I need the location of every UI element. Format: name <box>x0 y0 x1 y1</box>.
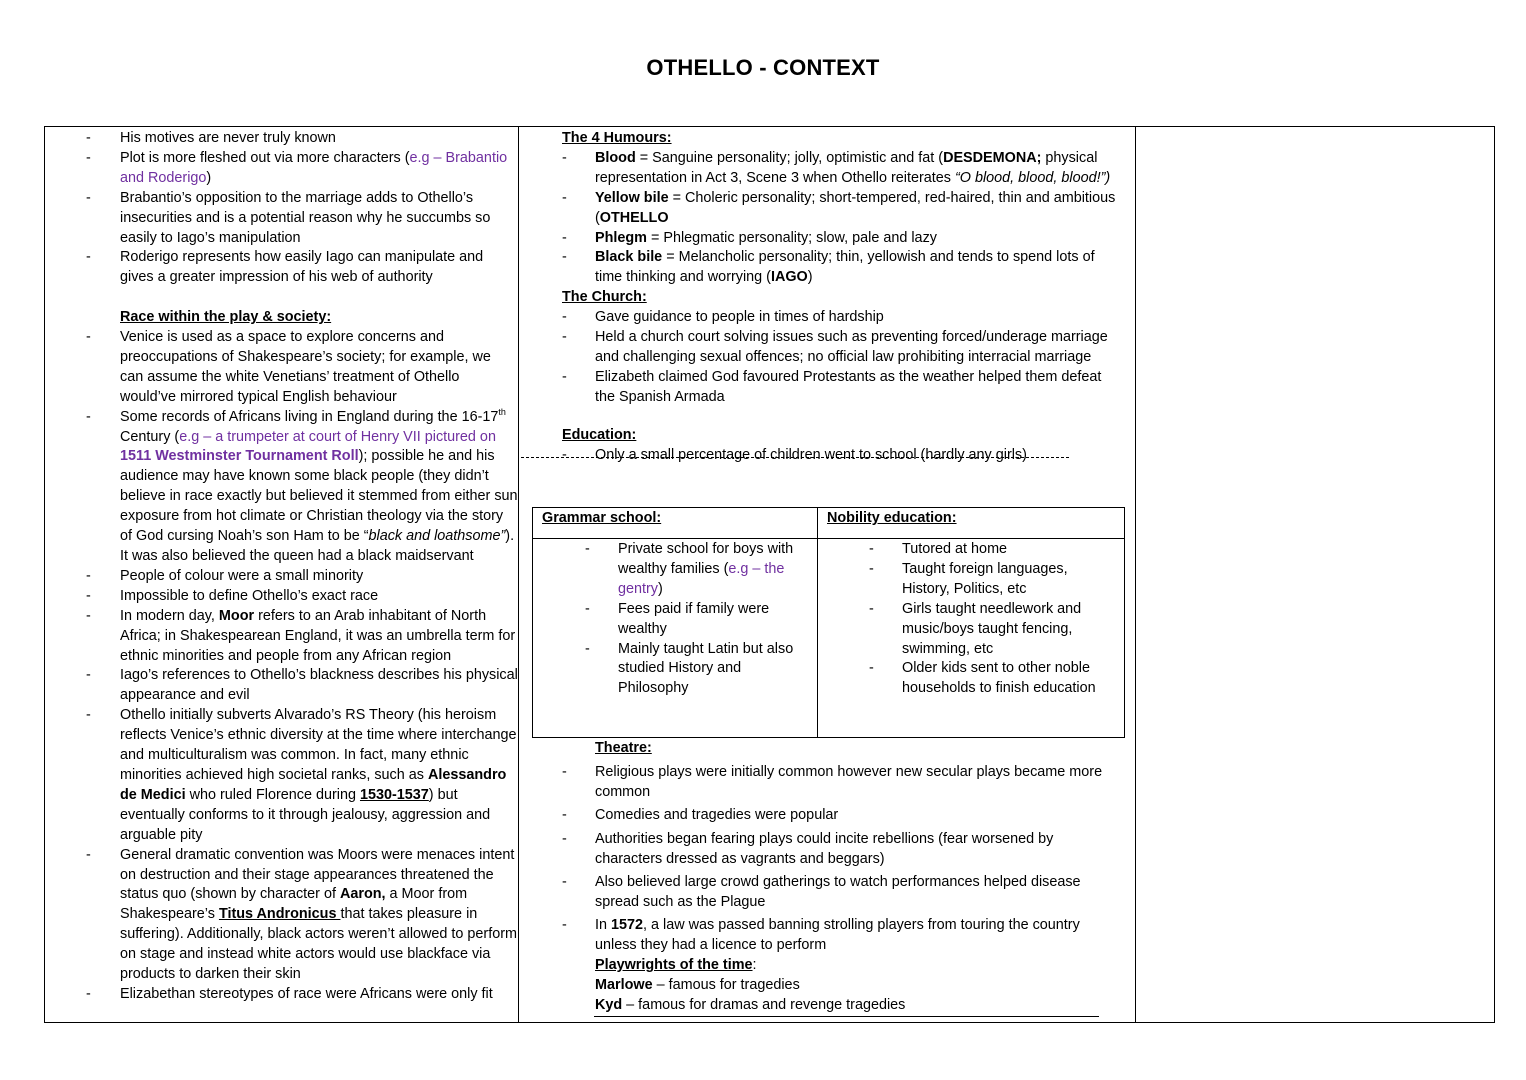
list-item: - In 1572, a law was passed banning strolling players from touring the country unless they had a licence to perform <box>562 917 1080 954</box>
list-item: - Impossible to define Othello’s exact race <box>86 587 379 604</box>
nobility-education-cell <box>869 540 1109 699</box>
list-item: - Comedies and tragedies were popular <box>562 807 839 824</box>
list-item: - Older kids sent to other noble households to finish education <box>869 660 1096 697</box>
list-item: - Fees paid if family were wealthy <box>585 600 770 637</box>
column-divider-1 <box>518 126 519 1023</box>
column-divider-2 <box>1135 126 1136 1023</box>
grammar-school-heading: Grammar school: <box>542 510 662 526</box>
list-item: - Roderigo represents how easily Iago can manipulate and gives a greater impression of his web of authority <box>86 249 484 286</box>
list-item: - Authorities began fearing plays could incite rebellions (fear worsened by characters dressed as vagrants and beggars) <box>562 830 1054 867</box>
list-item: - Othello initially subverts Alvarado’s RS Theory (his heroism reflects Venice’s ethnic diversity at the time where interchange and multiculturalism was common. In fact, many ethnic minorities achieved high societal ranks, such as Alessandro de Medici who ruled Florence during 1530-1537) but eventually conforms to it through jealousy, aggression and arguable pity <box>86 707 517 843</box>
list-item: - Iago’s references to Othello’s blackness describes his physical appearance and evil <box>86 667 518 704</box>
race-heading: Race within the play & society: <box>120 309 332 326</box>
list-item: - Elizabeth claimed God favoured Protestants as the weather helped them defeat the Spanish Armada <box>562 368 1102 405</box>
section-divider <box>521 457 1069 458</box>
list-item: - Elizabethan stereotypes of race were Africans were only fit <box>86 985 493 1002</box>
list-item: - Yellow bile = Choleric personality; short-tempered, red-haired, thin and ambitious (OTHELLO <box>562 189 1116 226</box>
page-title: OTHELLO - CONTEXT <box>646 55 880 80</box>
section-end-rule <box>594 1016 1099 1017</box>
list-item: - In modern day, Moor refers to an Arab inhabitant of North Africa; in Shakespearean England, it was an umbrella term for ethnic minorities and people from any African region <box>86 607 516 664</box>
list-item: - Girls taught needlework and music/boys taught fencing, swimming, etc <box>869 600 1082 657</box>
column-left <box>86 129 518 1005</box>
theatre-heading: Theatre: <box>595 740 652 756</box>
list-item: - Religious plays were initially common however new secular plays became more common <box>562 763 1103 800</box>
list-item: - Black bile = Melancholic personality; thin, yellowish and tends to spend lots of time thinking and worrying (IAGO) <box>562 249 1095 286</box>
playwrights-heading: Playwrights of the time: <box>595 957 757 974</box>
nobility-education-heading: Nobility education: <box>827 510 957 526</box>
list-item: - Taught foreign languages, History, Politics, etc <box>869 560 1068 597</box>
education-heading: Education: <box>562 426 637 443</box>
list-item: - Plot is more fleshed out via more characters (e.g – Brabantio and Roderigo) <box>86 149 508 186</box>
church-heading: The Church: <box>562 289 647 306</box>
list-item: - Tutored at home <box>869 541 1008 557</box>
list-item: - Blood = Sanguine personality; jolly, optimistic and fat (DESDEMONA; physical representation in Act 3, Scene 3 when Othello reiterates “O blood, blood, blood!”) <box>562 149 1111 186</box>
column-middle <box>562 129 1122 466</box>
list-item: - Venice is used as a space to explore concerns and preoccupations of Shakespeare’s society; for example, we can assume the white Venetians’ treatment of Othello would’ve mirrored typical English behaviour <box>86 329 491 405</box>
list-item: - Mainly taught Latin but also studied History and Philosophy <box>585 640 794 697</box>
list-item: - Gave guidance to people in times of hardship <box>562 309 884 326</box>
playwright-kyd: Kyd – famous for dramas and revenge tragedies <box>595 996 906 1013</box>
list-item: - Some records of Africans living in England during the 16-17th Century (e.g – a trumpeter at court of Henry VII pictured on 1511 Westminster Tournament Roll); possible he and his audience may have known some black people (they didn’t believe in race exactly but believed it stemmed from either sun exposure from hot climate or Christian theology via the story of God cursing Noah’s son Ham to be “black and loathsome”). It was also believed the queen had a black maidservant <box>86 406 518 565</box>
list-item: - Held a church court solving issues such as preventing forced/underage marriage and challenging sexual offences; no official law prohibiting interracial marriage <box>562 329 1108 365</box>
list-item: - Private school for boys with wealthy families (e.g – the gentry) <box>585 541 794 597</box>
list-item: - Only a small percentage of children went to school (hardly any girls) <box>562 446 1027 463</box>
humours-heading: The 4 Humours: <box>562 130 672 146</box>
list-item: - His motives are never truly known <box>86 130 336 146</box>
list-item: - Brabantio’s opposition to the marriage adds to Othello’s insecurities and is a potential reason why he succumbs so easily to Iago’s manipulation <box>86 189 491 246</box>
list-item: - Also believed large crowd gatherings to watch performances helped disease spread such as the Plague <box>562 873 1081 910</box>
education-table <box>532 507 1125 738</box>
playwright-marlowe: Marlowe – famous for tragedies <box>595 976 800 993</box>
grammar-school-cell <box>585 540 800 699</box>
theatre-section <box>562 739 1122 1016</box>
list-item: - Phlegm = Phlegmatic personality; slow, pale and lazy <box>562 229 937 246</box>
list-item: - People of colour were a small minority <box>86 567 364 584</box>
list-item: - General dramatic convention was Moors were menaces intent on destruction and their stage appearances threatened the status quo (shown by character of Aaron, a Moor from Shakespeare’s Titus Andronicus that takes pleasure in suffering). Additionally, black actors weren’t allowed to perform on stage and instead white actors would use blackface via products to darken their skin <box>86 846 517 983</box>
table-column-divider <box>817 508 818 737</box>
